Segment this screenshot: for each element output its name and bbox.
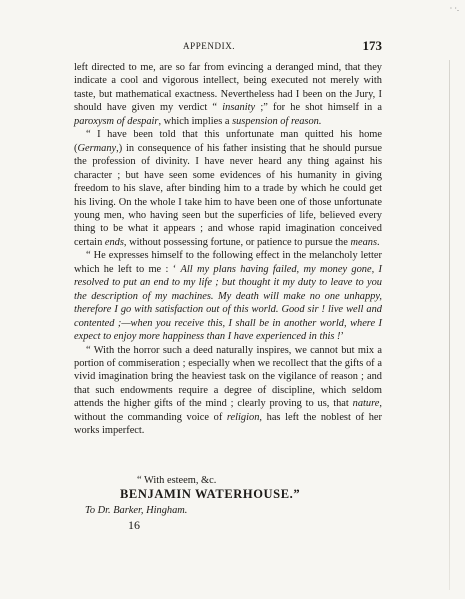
italic-run: religion: [226, 411, 260, 423]
italic-run: means: [350, 236, 378, 248]
text-run: , which implies a: [158, 115, 233, 127]
paragraph: [74, 249, 382, 343]
text-run: ,) in consequence of his father insisting that he should pursue the profession of divinity. I have never heard any thing against his character ; but have seen some evidences of his humanity in giving freedom to his slave, after binding him to a trade by which he could get his living. On the whole I take him to have been one of those unfortunate young men, who having seen but the superficies of life, believed every thing to be what it appears ; and whose rapid imagination conceived certain: [74, 142, 382, 248]
italic-run: suspension of reason.: [232, 115, 322, 127]
text-run: ’: [340, 331, 344, 343]
scan-specks: · ·.: [449, 4, 459, 13]
signature: BENJAMIN WATERHOUSE.”: [120, 487, 301, 501]
text-run: “ He expresses himself to the following effect in the melancholy letter which he left to me : ‘: [74, 250, 382, 275]
text-run: ;” for he shot himself in a: [255, 102, 382, 114]
letter-closing: “ With esteem, &c.: [137, 475, 217, 486]
text-run: left directed to me, are so far from evincing a deranged mind, that they indicate a cool and vigorous intellect, being executed not merely with taste, but mathematical exactness. Nevertheless had I been on the Jury, I should have given my verdict “: [74, 62, 382, 114]
text-run: , without the commanding voice of: [74, 398, 382, 423]
text-run: .: [377, 236, 380, 248]
text-run: “ With the horror such a deed naturally inspires, we cannot but mix a portion of commiseration ; especially when we recollect that the gifts of a vivid imagination bring the heaviest task on the vigilance of reason ; and that such endowments require a degree of discipline, which seldom attends the higher gifts of the mind ; clearly proving to us, that: [74, 344, 382, 410]
text-run: , without possessing fortune, or patience to pursue the: [123, 236, 351, 248]
italic-run: ends: [104, 236, 124, 248]
italic-run: All my plans having failed, my money gone, I resolved to put an end to my life ; but thought it my duty to leave to you the description of my machines. My death will make no one unhappy, therefore I go with satisfaction out of this world. Good sir ! live well and contented ;—when you receive this, I shall be in another world, where I expect to enjoy more happiness than I have experienced in this !: [74, 263, 382, 343]
page-header: [75, 40, 380, 56]
text-run: “ I have been told that this unfortunate man quitted his home (: [74, 129, 382, 154]
page-number: 173: [362, 38, 382, 53]
addressee: To Dr. Barker, Hingham.: [85, 505, 188, 516]
gutter-shadow: [449, 60, 450, 590]
running-head: APPENDIX.: [183, 41, 236, 51]
body-text: [74, 61, 382, 438]
paragraph: [74, 344, 382, 438]
text-run: , has left the noblest of her works imperfect.: [74, 411, 382, 437]
italic-run: insanity: [222, 102, 256, 114]
italic-run: Germany: [77, 142, 117, 154]
printer-signature-mark: 16: [128, 518, 140, 532]
paragraph: [74, 128, 382, 249]
italic-run: nature: [352, 398, 380, 410]
paragraph: [74, 61, 382, 128]
italic-run: paroxysm of despair: [74, 115, 159, 127]
